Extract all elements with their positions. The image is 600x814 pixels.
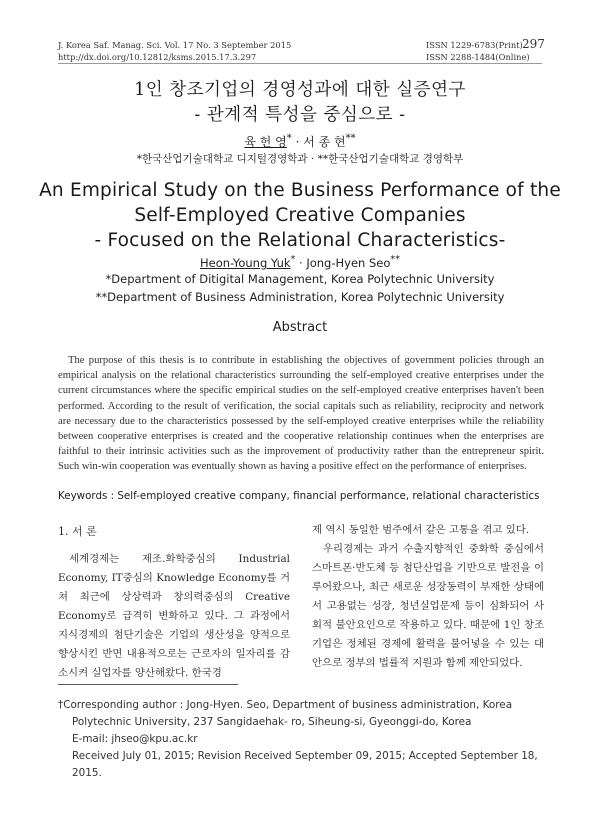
korean-author1: 육 헌 영 <box>244 135 287 149</box>
english-author1-mark: * <box>290 254 296 265</box>
body-left-column: 세계경제는 제조․화학중심의 Industrial Economy, IT중심의 Knowledge Economy를 거쳐 최근에 상상력과 창의력중심의 Creative Economy로 급격히 변화하고 있다. 그 과정에서 지식경제의 첨단기술은 기업의 생산성을 양적으로 향상시킨 반면 내용적으로는 근로자의 일자리를 감소시켜 실업자를 양산해왔다. 한국경 <box>58 553 290 679</box>
english-title-line3: - Focused on the Relational Characteristics- <box>94 230 506 251</box>
section-heading: 1. 서 론 <box>58 525 97 538</box>
keywords <box>58 490 544 502</box>
issn-print: ISSN 1229-6783(Print) <box>426 40 523 50</box>
korean-author1-mark: * <box>286 133 292 144</box>
korean-affiliation: *한국산업기술대학교 디지털경영학과 · **한국산업기술대학교 경영학부 <box>136 153 464 165</box>
english-author1: Heon-Young Yuk <box>200 255 291 270</box>
english-affiliation2: **Department of Business Administration, Korea Polytechnic University <box>95 290 505 304</box>
footnote-email[interactable]: E-mail: jhseo@kpu.ac.kr <box>72 733 198 745</box>
issn-online: ISSN 2288-1484(Online) <box>426 52 530 62</box>
english-title-line1: An Empirical Study on the Business Performance of the <box>39 180 561 201</box>
keywords-list: Self-employed creative company, financial performance, relational characteristics <box>117 490 540 502</box>
body-right-column <box>312 521 544 673</box>
abstract-heading: Abstract <box>272 320 328 335</box>
english-authors <box>0 254 600 270</box>
korean-title-line1: 1인 창조기업의 경영성과에 대한 실증연구 <box>134 80 466 100</box>
footnote-divider <box>58 684 238 685</box>
korean-title-line2: - 관계적 특성을 중심으로 - <box>194 105 406 125</box>
footnote-line1: †Corresponding author : Jong-Hyen. Seo, Department of business administration, Korea <box>58 699 513 711</box>
korean-author2-mark: ** <box>345 133 356 144</box>
right-paragraph1: 제 역시 동일한 범주에서 같은 고통을 겪고 있다. <box>312 524 530 536</box>
footnote-line2: Polytechnic University, 237 Sangidaehak- ro, Siheung-si, Gyeonggi-do, Korea <box>72 716 472 728</box>
journal-citation: J. Korea Saf. Manag. Sci. Vol. 17 No. 3 September 2015 <box>58 40 292 50</box>
footnote <box>58 697 548 782</box>
page-number: 297 <box>522 37 545 51</box>
abstract-body: The purpose of this thesis is to contribute in establishing the objectives of government policies through an empirical analysis on the relational characteristics surrounding the self-employed creative enterprises under the current circumstances where the specific empirical studies on the self-employed creative enterprises haven't been performed. According to the result of verification, the social capitals such as reliability, reciprocity and network are necessary due to the characteristics possessed by the self-employed creative enterprises while the reliability between cooperative enterprises is created and the cooperative relationship continues when the enterprises are faithful to their intrinsic activities such as the improvement of productivity rather than the entrepreneur spirit. Such win-win cooperation was eventually shown as having a positive effect on the performance of enterprises. <box>58 355 544 473</box>
english-author2: Jong-Hyen Seo <box>306 255 391 270</box>
keywords-label: Keywords : <box>58 490 118 502</box>
korean-author-separator: · <box>291 135 304 149</box>
running-header-left <box>58 39 291 63</box>
header-divider <box>58 63 542 64</box>
english-author-separator: · <box>295 255 307 270</box>
right-paragraph2: 우리경제는 과거 수출지향적인 중화학 중심에서스마트폰·반도체 등 첨단산업을 기반으로 발전을 이루어왔으나, 최근 새로운 성장동력이 부재한 상태에서 고용없는 성장, 청년실업문제 등이 심화되어 사회적 불안요인으로 작용하고 있다. 때문에 1인 창조기업은 정체된 경제에 활력을 불어넣을 수 있는 대안으로 정부의 법률적 지원과 함께 제안되었다. <box>312 543 544 669</box>
english-affiliation1: *Department of Ditigital Management, Korea Polytechnic University <box>105 272 495 286</box>
footnote-received: Received July 01, 2015; Revision Received September 09, 2015; Accepted September 18, 2015. <box>72 750 538 779</box>
korean-author2: 서 종 현 <box>303 135 346 149</box>
doi-link[interactable]: http://dx.doi.org/10.12812/ksms.2015.17.3.297 <box>58 52 257 62</box>
english-title-line2: Self-Employed Creative Companies <box>134 205 466 226</box>
korean-authors <box>0 133 600 150</box>
running-header-right <box>426 39 530 63</box>
english-author2-mark: ** <box>390 254 400 265</box>
